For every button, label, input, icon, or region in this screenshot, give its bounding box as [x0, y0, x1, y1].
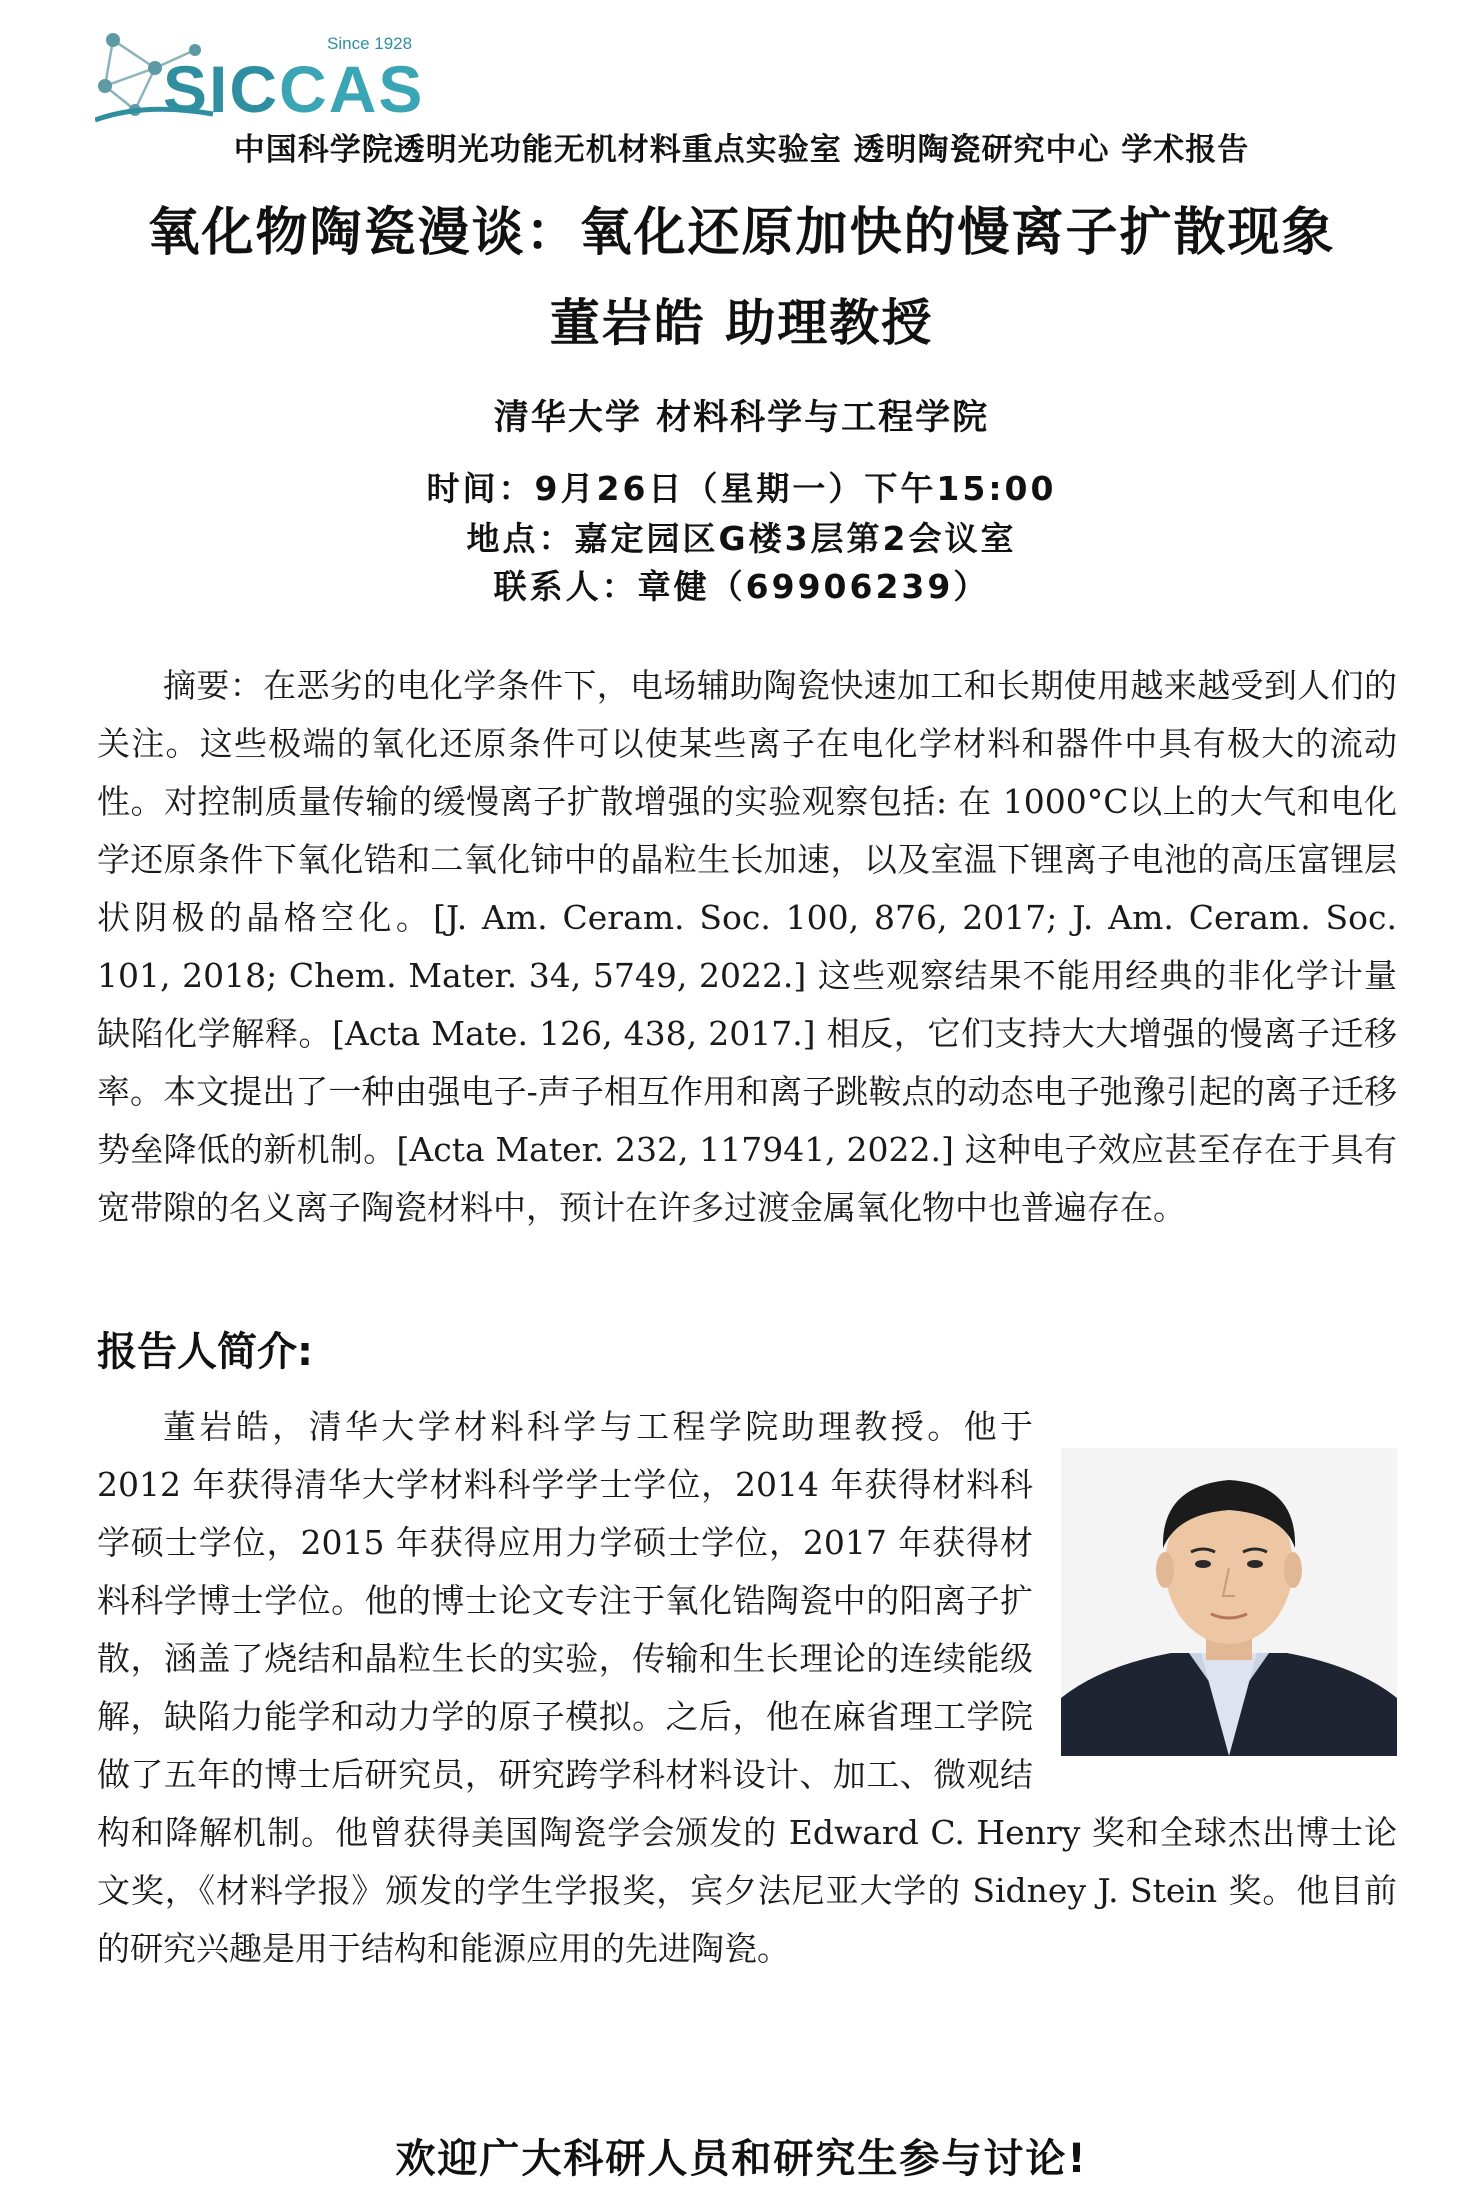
speaker-affiliation: 清华大学 材料科学与工程学院: [493, 398, 990, 438]
siccas-logo: [95, 28, 425, 128]
logo-wordmark-sic: SIC: [163, 52, 280, 126]
seminar-title: 氧化物陶瓷漫谈：氧化还原加快的慢离子扩散现象: [147, 203, 1336, 263]
institute-line: 中国科学院透明光功能无机材料重点实验室 透明陶瓷研究中心 学术报告: [233, 132, 1250, 168]
speaker-photo: [1061, 1448, 1397, 1756]
seminar-time: 时间：9月26日（星期一）下午15:00: [426, 469, 1057, 508]
bio-heading: 报告人简介:: [97, 1329, 313, 1375]
speaker-name: 董岩皓 助理教授: [549, 294, 934, 352]
abstract-paragraph: 摘要：在恶劣的电化学条件下，电场辅助陶瓷快速加工和长期使用越来越受到人们的关注。这些极端的氧化还原条件可以使某些离子在电化学材料和器件中具有极大的流动性。对控制质量传输的缓慢离子扩散增强的实验观察包括: 在 1000°C以上的大气和电化学还原条件下氧化锆和二氧化铈中的晶粒生长加速，以及室温下锂离子电池的高压富锂层状阴极的晶格空化。[J. Am. Ceram. Soc. 100, 876, 2017; J. Am. Ceram. Soc. 101, 2018; Chem. Mater. 34, 5749, 2022.] 这些观察结果不能用经典的非化学计量缺陷化学解释。[Acta Mate. 126, 438, 2017.] 相反，它们支持大大增强的慢离子迁移率。本文提出了一种由强电子-声子相互作用和离子跳鞍点的动态电子弛豫引起的离子迁移势垒降低的新机制。[Acta Mater. 232, 117941, 2022.] 这种电子效应甚至存在于具有宽带隙的名义离子陶瓷材料中，预计在许多过渡金属氧化物中也普遍存在。: [97, 666, 1397, 1227]
bio-section: [97, 1398, 1397, 1978]
logo-since-text: Since 1928: [327, 34, 413, 53]
seminar-location: 地点：嘉定园区G楼3层第2会议室: [466, 519, 1017, 558]
logo-wordmark: [163, 52, 425, 126]
seminar-contact: 联系人：章健（69906239）: [493, 567, 990, 606]
closing-invitation: 欢迎广大科研人员和研究生参与讨论!: [395, 2136, 1088, 2182]
bio-paragraph: 董岩皓，清华大学材料科学与工程学院助理教授。他于 2012 年获得清华大学材料科学学士学位，2014 年获得材料科学硕士学位，2015 年获得应用力学硕士学位，2017 年获得材料科学博士学位。他的博士论文专注于氧化锆陶瓷中的阳离子扩散，涵盖了烧结和晶粒生长的实验，传输和生长理论的连续能级解，缺陷力能学和动力学的原子模拟。之后，他在麻省理工学院做了五年的博士后研究员，研究跨学科材料设计、加工、微观结构和降解机制。他曾获得美国陶瓷学会颁发的 Edward C. Henry 奖和全球杰出博士论文奖，《材料学报》颁发的学生学报奖，宾夕法尼亚大学的 Sidney J. Stein 奖。他目前的研究兴趣是用于结构和能源应用的先进陶瓷。: [97, 1407, 1397, 1968]
logo-wordmark-cas: CAS: [279, 52, 425, 126]
